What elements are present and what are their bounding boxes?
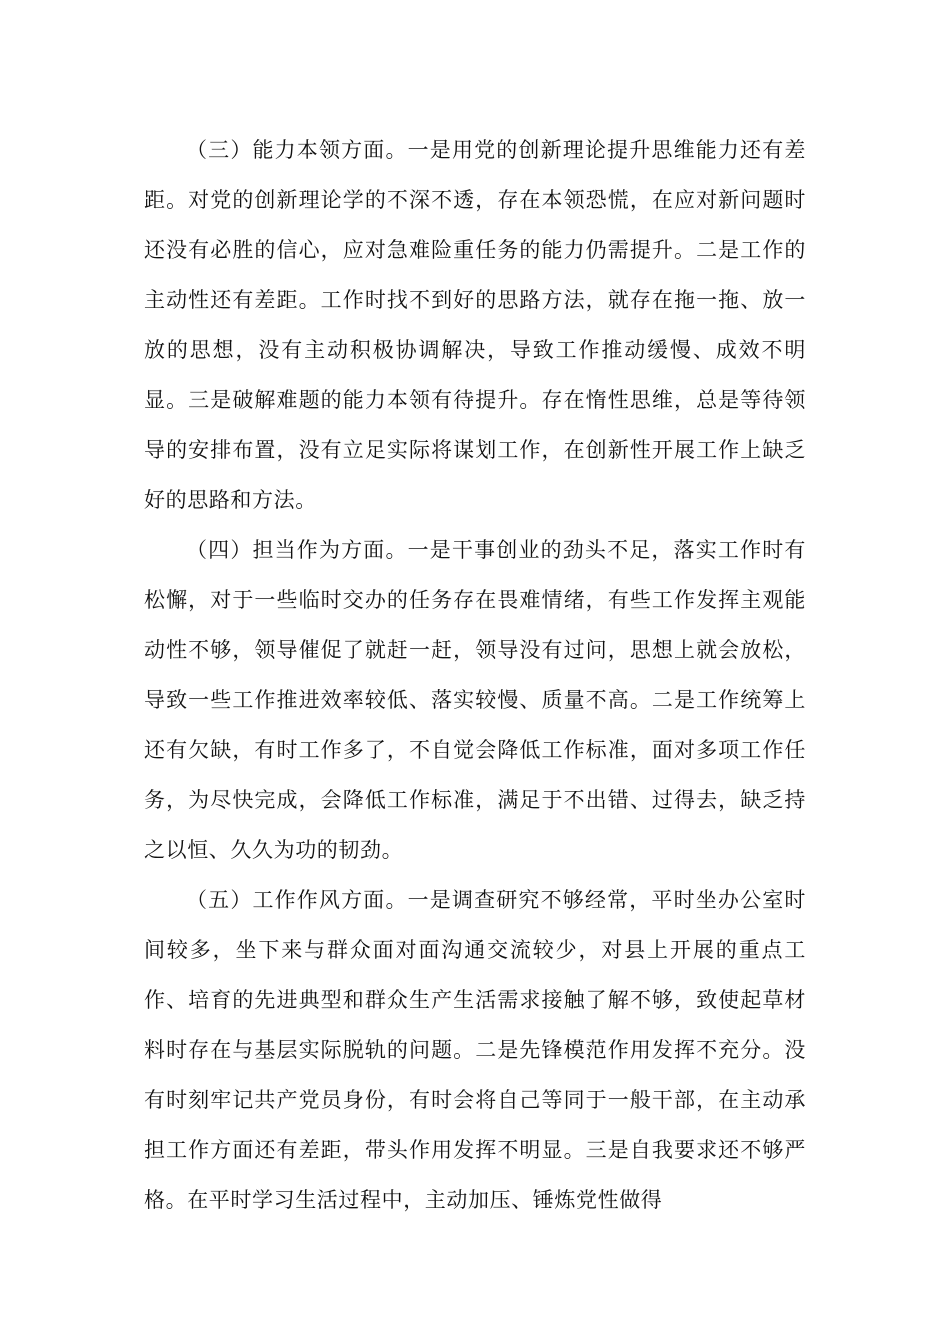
paragraph-work-style: （五）工作作风方面。一是调查研究不够经常，平时坐办公室时间较多，坐下来与群众面对面沟通交流较少，对县上开展的重点工作、培育的先进典型和群众生产生活需求接触了解不够，致使起草材料时存在与基层实际脱轨的问题。二是先锋模范作用发挥不充分。没有时刻牢记共产党员身份，有时会将自己等同于一般干部，在主动承担工作方面还有差距，带头作用发挥不明显。三是自我要求还不够严格。在平时学习生活过程中，主动加压、锤炼党性做得 xyxy=(144,888,806,1212)
paragraph-responsibility: （四）担当作为方面。一是干事创业的劲头不足，落实工作时有松懈，对于一些临时交办的任务存在畏难情绪，有些工作发挥主观能动性不够，领导催促了就赶一赶，领导没有过问，思想上就会放松，导致一些工作推进效率较低、落实较慢、质量不高。二是工作统筹上还有欠缺，有时工作多了，不自觉会降低工作标准，面对多项工作任务，为尽快完成，会降低工作标准，满足于不出错、过得去，缺乏持之以恒、久久为功的韧劲。 xyxy=(144,538,806,862)
document-body xyxy=(144,125,806,1225)
paragraph-ability: （三）能力本领方面。一是用党的创新理论提升思维能力还有差距。对党的创新理论学的不深不透，存在本领恐慌，在应对新问题时还没有必胜的信心，应对急难险重任务的能力仍需提升。二是工作的主动性还有差距。工作时找不到好的思路方法，就存在拖一拖、放一放的思想，没有主动积极协调解决，导致工作推动缓慢、成效不明显。三是破解难题的能力本领有待提升。存在惰性思维，总是等待领导的安排布置，没有立足实际将谋划工作，在创新性开展工作上缺乏好的思路和方法。 xyxy=(144,138,806,512)
